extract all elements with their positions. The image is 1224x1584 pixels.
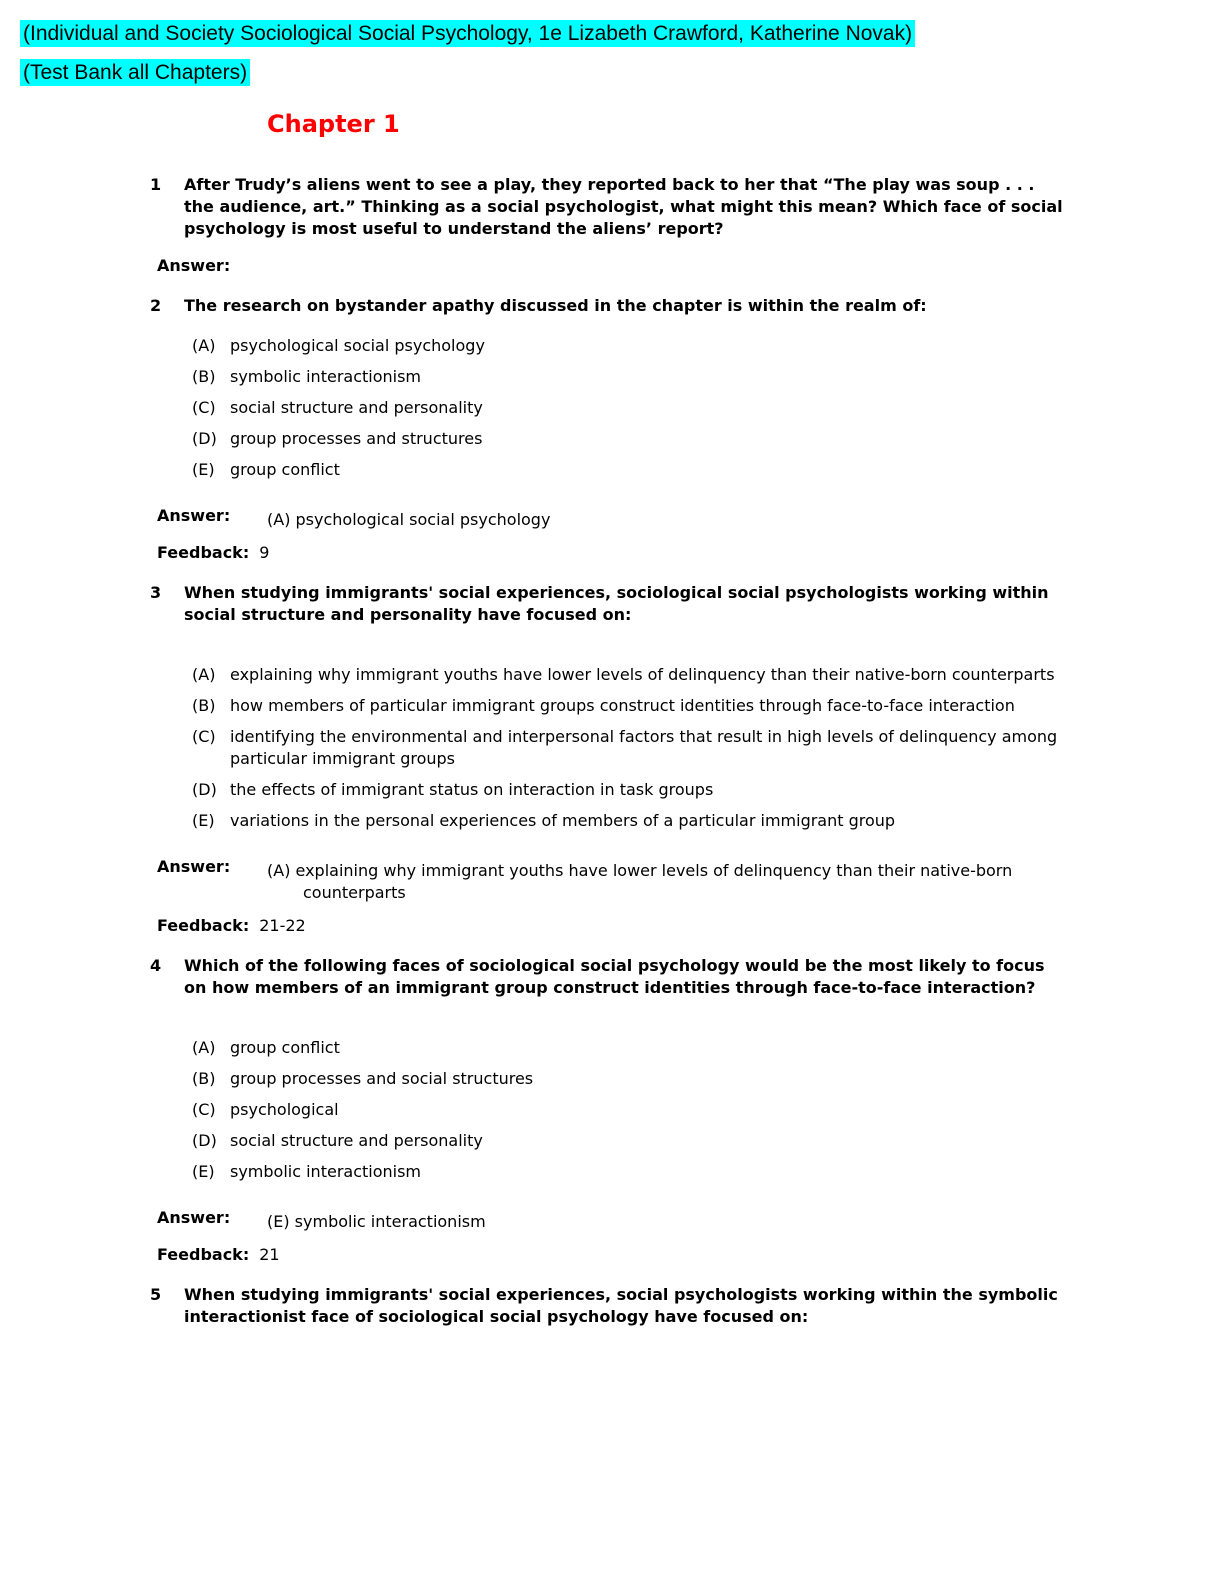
option-a-marker: (A) [192,1038,216,1057]
option-d [192,428,1224,450]
option-d-marker: (D) [192,780,217,799]
option-e [192,459,1224,481]
option-a-marker: (A) [192,665,216,684]
question-3-number: 3 [150,583,162,602]
option-b [192,1068,1224,1090]
question-4-options [192,1037,1224,1183]
question-2-feedback-row [157,542,1224,564]
option-b-text: symbolic interactionism [230,367,422,386]
option-c-text: identifying the environmental and interpersonal factors that result in high levels of delinquency among particular immigrant groups [230,727,1058,768]
question-1-text: After Trudy’s aliens went to see a play, they reported back to her that “The play was soup . . . the audience, art.” Thinking as a social psychologist, what might this mean? Which face of social psychology is most useful to understand the aliens’ report? [184,175,1063,238]
answer-value [267,259,303,277]
option-b-marker: (B) [192,1069,216,1088]
question-5 [150,1284,1224,1328]
feedback-value: 9 [259,543,270,562]
question-5-text: When studying immigrants' social experiences, social psychologists working within the symbolic interactionist face of sociological social psychology have focused on: [184,1285,1058,1326]
option-c-marker: (C) [192,1100,216,1119]
option-b [192,366,1224,388]
option-e [192,810,1224,832]
answer-value: (A) psychological social psychology [267,510,551,529]
feedback-value: 21-22 [259,916,306,935]
option-e-text: group conflict [230,460,340,479]
option-c [192,726,1224,770]
option-e-text: variations in the personal experiences of members of a particular immigrant group [230,811,896,830]
option-e-marker: (E) [192,811,215,830]
question-3-text: When studying immigrants' social experiences, sociological social psychologists working within social structure and personality have focused on: [184,583,1049,624]
option-c [192,397,1224,419]
option-a [192,1037,1224,1059]
option-c [192,1099,1224,1121]
option-d-text: social structure and personality [230,1131,483,1150]
question-2-number: 2 [150,296,162,315]
option-a-text: psychological social psychology [230,336,485,355]
option-c-marker: (C) [192,727,216,746]
question-3-answer-row [157,856,1224,904]
question-2 [150,295,1224,317]
option-b-text: group processes and social structures [230,1069,534,1088]
answer-label: Answer: [157,506,231,525]
option-b-text: how members of particular immigrant groups construct identities through face-to-face interaction [230,696,1015,715]
answer-label: Answer: [157,1208,231,1227]
option-d-text: group processes and structures [230,429,483,448]
question-2-options [192,335,1224,481]
option-b [192,695,1224,717]
feedback-value: 21 [259,1245,280,1264]
option-e [192,1161,1224,1183]
option-a-text: group conflict [230,1038,340,1057]
document-header-line-1 [20,20,1224,47]
question-4-feedback-row [157,1244,1224,1266]
question-4-text: Which of the following faces of sociological social psychology would be the most likely to focus on how members of an immigrant group construct identities through face-to-face interaction? [184,956,1045,997]
option-b-marker: (B) [192,367,216,386]
option-d [192,1130,1224,1152]
option-b-marker: (B) [192,696,216,715]
question-1 [150,174,1224,240]
option-e-text: symbolic interactionism [230,1162,422,1181]
chapter-title: Chapter 1 [267,110,400,138]
option-a [192,664,1224,686]
question-2-answer-row [157,505,1224,531]
testbank-subtitle: (Test Bank all Chapters) [20,59,250,86]
option-c-marker: (C) [192,398,216,417]
question-2-text: The research on bystander apathy discussed in the chapter is within the realm of: [184,296,927,315]
feedback-label: Feedback: [157,916,250,935]
answer-label: Answer: [157,256,231,275]
option-d-marker: (D) [192,429,217,448]
option-c-text: psychological [230,1100,339,1119]
answer-value: (A) explaining why immigrant youths have lower levels of delinquency than their native-born counterparts [267,861,1013,902]
question-1-answer-row [157,255,1224,277]
question-3-feedback-row [157,915,1224,937]
question-4-answer-row [157,1207,1224,1233]
option-a-marker: (A) [192,336,216,355]
option-d-text: the effects of immigrant status on interaction in task groups [230,780,714,799]
answer-label: Answer: [157,857,231,876]
book-title: (Individual and Society Sociological Social Psychology, 1e Lizabeth Crawford, Katherine Novak) [20,20,915,47]
document-header-line-2 [20,59,1224,86]
question-1-number: 1 [150,175,162,194]
option-a [192,335,1224,357]
option-d-marker: (D) [192,1131,217,1150]
question-3-options [192,664,1224,832]
feedback-label: Feedback: [157,543,250,562]
option-e-marker: (E) [192,1162,215,1181]
answer-value: (E) symbolic interactionism [267,1212,486,1231]
question-4-number: 4 [150,956,162,975]
question-4 [150,955,1224,999]
option-e-marker: (E) [192,460,215,479]
option-a-text: explaining why immigrant youths have lower levels of delinquency than their native-born counterparts [230,665,1055,684]
feedback-label: Feedback: [157,1245,250,1264]
question-5-number: 5 [150,1285,162,1304]
option-d [192,779,1224,801]
question-3 [150,582,1224,626]
option-c-text: social structure and personality [230,398,483,417]
